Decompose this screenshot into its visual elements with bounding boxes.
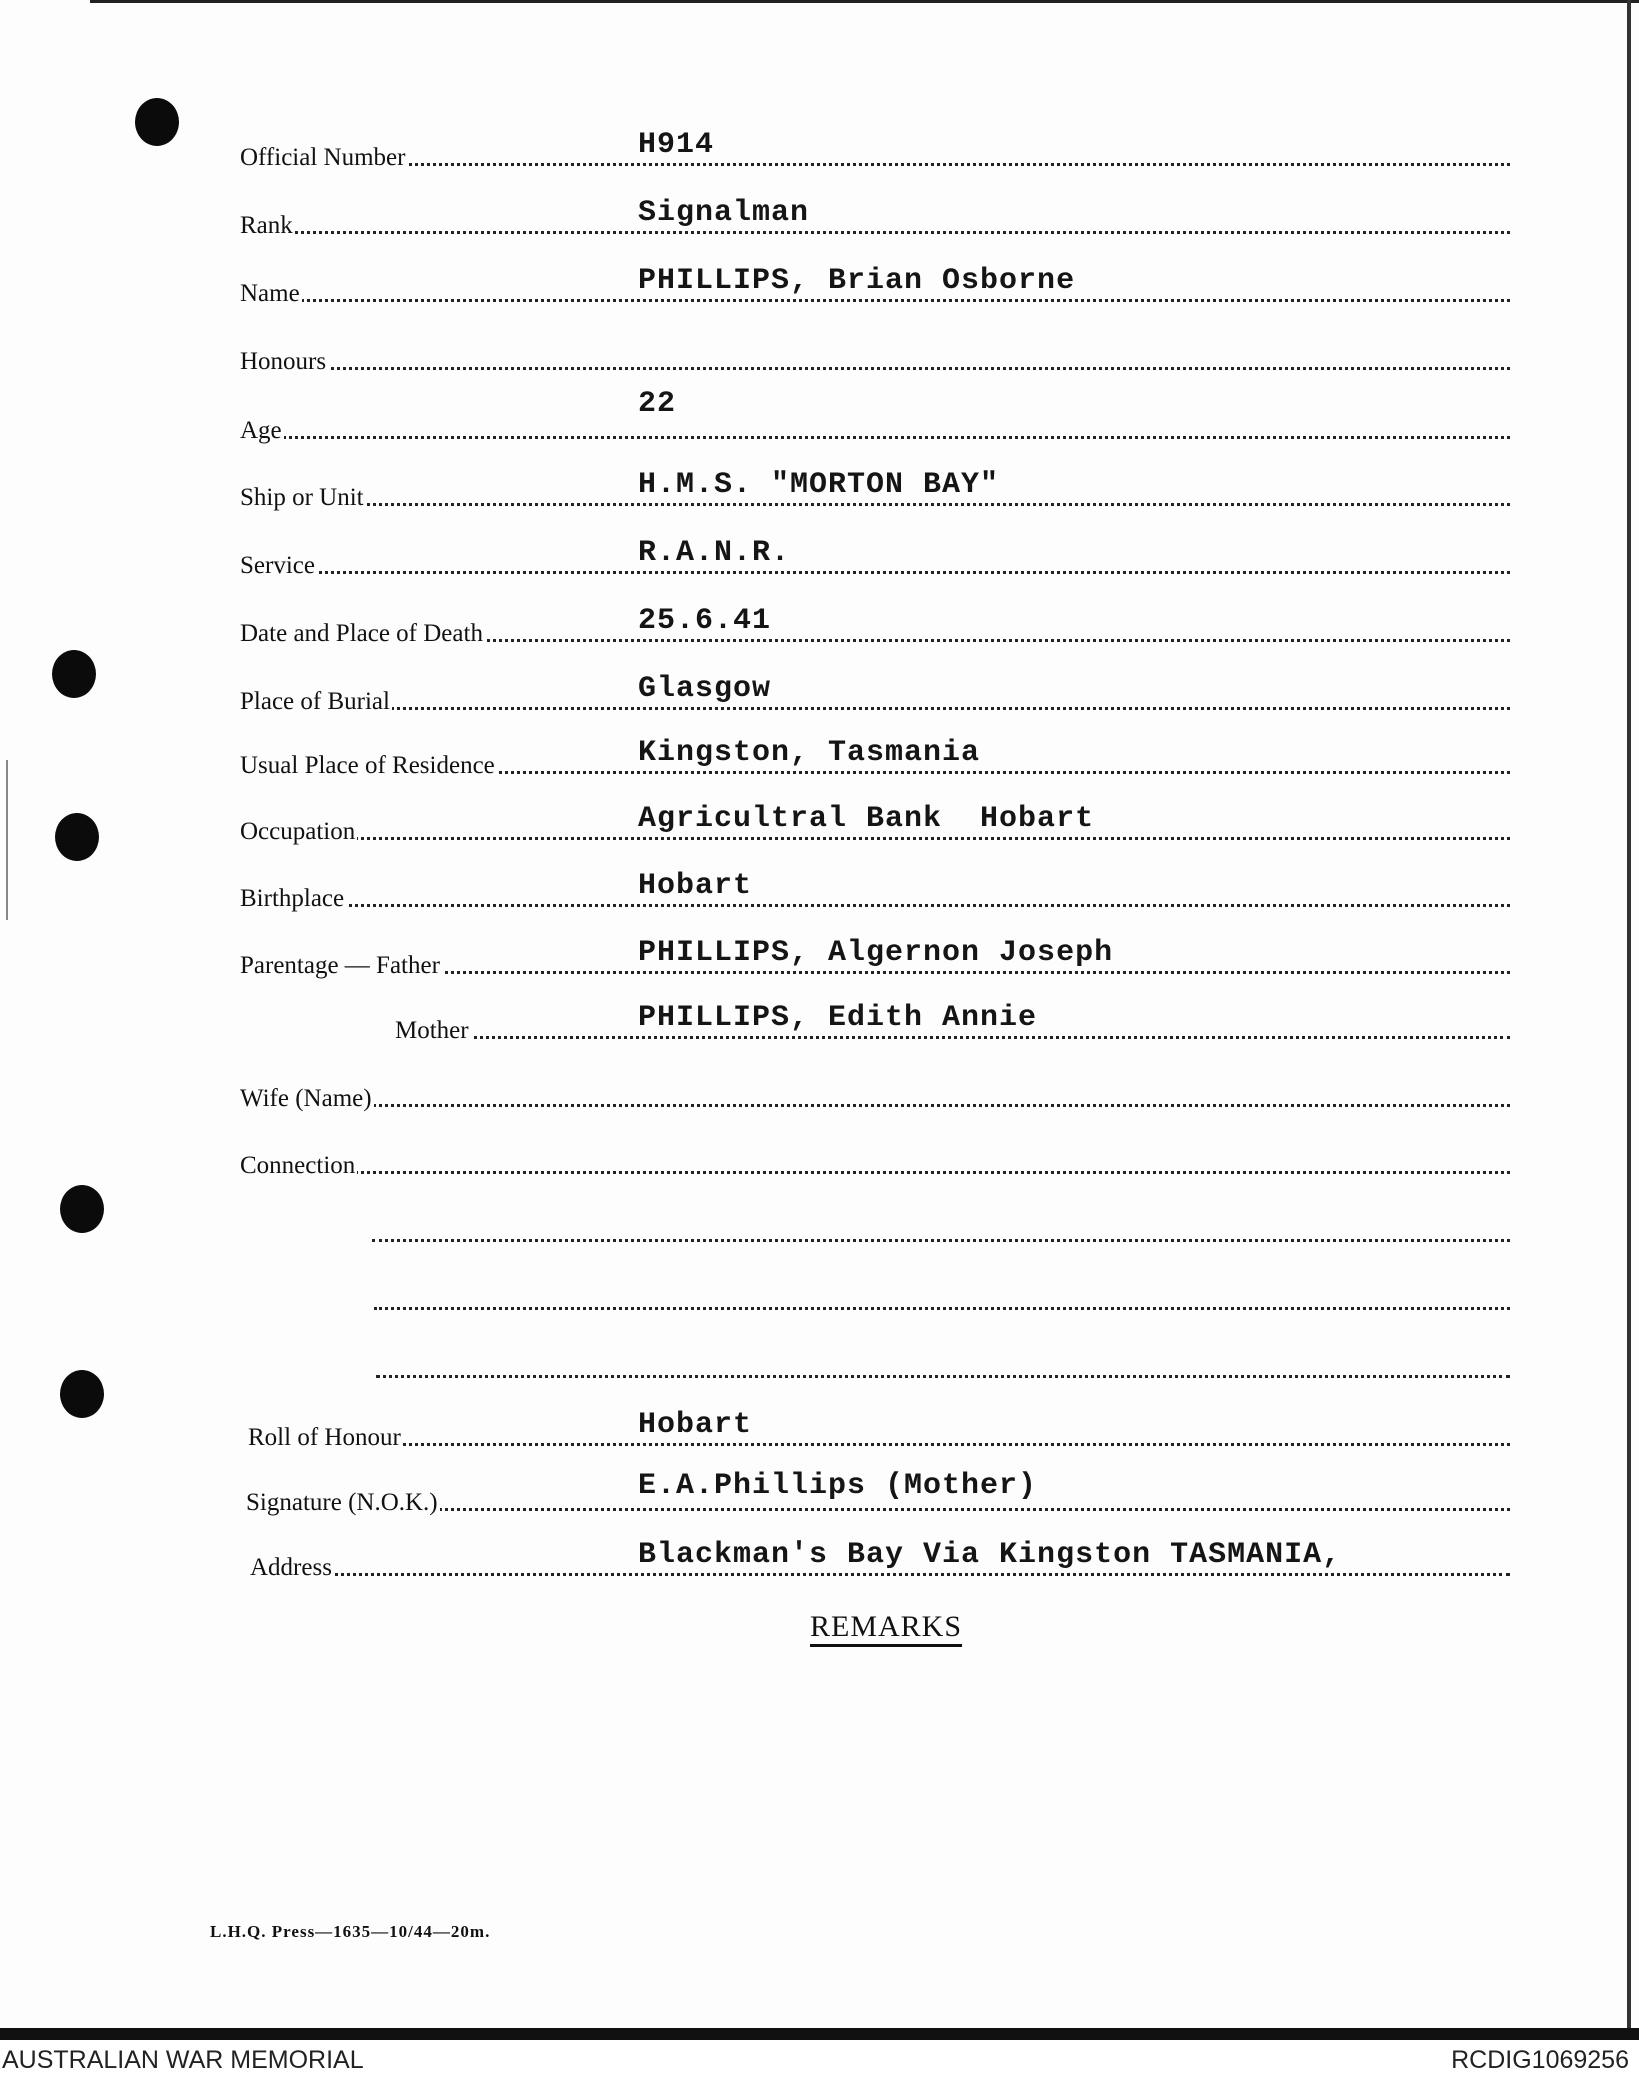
field-roll-of-honour [248,1408,1510,1452]
field-label: Official Number [240,144,406,171]
dotted-line [376,1375,1510,1378]
field-rank [240,196,1510,240]
field-occupation [240,802,1510,846]
dotted-line [240,299,1510,302]
dotted-line [240,503,1510,506]
field-wife-name [240,1073,1510,1113]
field-connection-continued [372,1208,1510,1248]
page-edge-left [6,760,8,920]
field-official-number [240,128,1510,172]
field-ship-or-unit [240,468,1510,512]
field-label: Service [240,552,315,579]
field-value: Hobart [638,869,753,903]
dotted-line [248,1443,1510,1446]
field-value: Signalman [638,196,810,230]
field-connection-continued [374,1276,1510,1316]
page-edge-bottom [0,2028,1639,2040]
field-service [240,536,1510,580]
printer-imprint: L.H.Q. Press—1635—10/44—20m. [210,1922,491,1941]
field-address [250,1538,1510,1582]
field-signature-nok [246,1469,1510,1517]
field-honours [240,336,1510,376]
punch-hole [55,813,99,861]
field-date-place-of-death [240,604,1510,648]
field-value: 25.6.41 [638,604,772,638]
dotted-line [395,1036,1510,1039]
field-label: Usual Place of Residence [240,752,495,779]
field-label: Honours [240,348,327,375]
field-mother [240,1001,1510,1045]
field-label: Occupation [240,818,356,845]
field-value: Hobart [638,1408,753,1442]
dotted-line [240,436,1510,439]
field-label: Wife (Name) [240,1085,372,1112]
dotted-line [240,163,1510,166]
dotted-line [240,367,1510,370]
field-birthplace [240,869,1510,913]
field-age [240,387,1510,445]
field-value: PHILLIPS, Brian Osborne [638,264,1076,298]
footer-record-id: RCDIG1069256 [1451,2046,1629,2074]
punch-hole [60,1185,104,1233]
field-label: Parentage — Father [240,952,440,979]
field-label: Ship or Unit [240,484,364,511]
field-value: Blackman's Bay Via Kingston TASMANIA, [638,1538,1342,1572]
field-value: Glasgow [638,672,772,706]
field-value: PHILLIPS, Edith Annie [638,1001,1038,1035]
field-usual-residence [240,736,1510,780]
remarks-heading: REMARKS [810,1610,963,1643]
field-label: Connection [240,1152,356,1179]
field-label: Roll of Honour [248,1424,401,1451]
page-edge-right [1627,0,1631,2040]
field-father [240,936,1510,980]
field-value: 22 [638,387,677,421]
field-value: PHILLIPS, Algernon Joseph [638,936,1114,970]
field-connection [240,1140,1510,1180]
field-label: Mother [395,1017,469,1044]
field-label: Age [240,417,282,444]
dotted-line [374,1307,1510,1310]
footer-archive-name: AUSTRALIAN WAR MEMORIAL [2,2046,364,2074]
dotted-line [250,1573,1510,1576]
dotted-line [240,1104,1510,1107]
punch-hole [135,98,179,146]
field-place-of-burial [240,672,1510,716]
field-label: Address [250,1554,332,1581]
field-value: E.A.Phillips (Mother) [638,1469,1038,1503]
field-label: Name [240,280,300,307]
field-label: Signature (N.O.K.) [246,1489,438,1516]
dotted-line [240,231,1510,234]
dotted-line [240,904,1510,907]
field-value: H914 [638,128,715,162]
field-value: Kingston, Tasmania [638,736,981,770]
field-label: Birthplace [240,885,345,912]
field-value: Agricultral Bank Hobart [638,802,1095,836]
punch-hole [60,1370,104,1418]
dotted-line [240,571,1510,574]
punch-hole [52,650,96,698]
dotted-line [240,707,1510,710]
page-edge-top [90,0,1639,3]
field-label: Rank [240,212,293,239]
field-connection-continued [376,1344,1510,1384]
field-label: Date and Place of Death [240,620,483,647]
field-value: R.A.N.R. [638,536,791,570]
dotted-line [372,1239,1510,1242]
dotted-line [240,1171,1510,1174]
field-name [240,264,1510,308]
field-label: Place of Burial [240,688,390,715]
field-value: H.M.S. "MORTON BAY" [638,468,1000,502]
dotted-line [240,837,1510,840]
